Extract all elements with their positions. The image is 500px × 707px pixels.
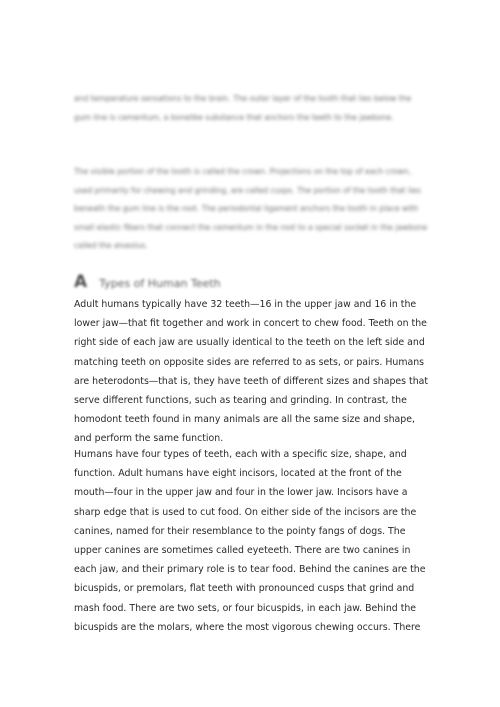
- body-paragraph-1: Adult humans typically have 32 teeth—16 in the upper jaw and 16 in the lower jaw—that fit together and work in concert to chew food. Teeth on the right side of each jaw are usually identical to the teeth on the left side and matching teeth on opposite sides are referred to as sets, or pairs. Humans are heterodonts—that is, they have teeth of different sizes and shapes that serve different functions, such as tearing and grinding. In contrast, the homodont teeth found in many animals are all the same size and shape, and perform the same function.: [74, 299, 429, 445]
- blurred-paragraph-2: The visible portion of the tooth is called the crown. Projections on the top of each crown, used primarily for chewing and grinding, are called cusps. The portion of the tooth that lies beneath the gum line is the root. The periodontal ligament anchors the tooth in place with small elastic fibers that connect the cementum in the root to a special socket in the jawbone called the alveolus.: [74, 167, 428, 250]
- section-letter: A: [74, 272, 88, 292]
- body-paragraph-2: Humans have four types of teeth, each with a specific size, shape, and function. Adult humans have eight incisors, located at the front of the mouth—four in the upper jaw and four in the lower jaw. Incisors have a sharp edge that is used to cut food. On either side of the incisors are the canines, named for their resemblance to the pointy fangs of dogs. The upper canines are sometimes called eyeteeth. There are two canines in each jaw, and their primary role is to tear food. Behind the canines are the bicuspids, or premolars, flat teeth with pronounced cusps that grind and mash food. There are two sets, or four bicuspids, in each jaw. Behind the bicuspids are the molars, where the most vigorous chewing occurs. There: [74, 449, 426, 633]
- blurred-paragraph-1: and temperature sensations to the brain. The outer layer of the tooth that lies below the gum line is cementum, a bonelike substance that anchors the teeth to the jawbone.: [74, 94, 412, 122]
- section-title: Types of Human Teeth: [99, 277, 221, 290]
- section-heading: [74, 272, 221, 292]
